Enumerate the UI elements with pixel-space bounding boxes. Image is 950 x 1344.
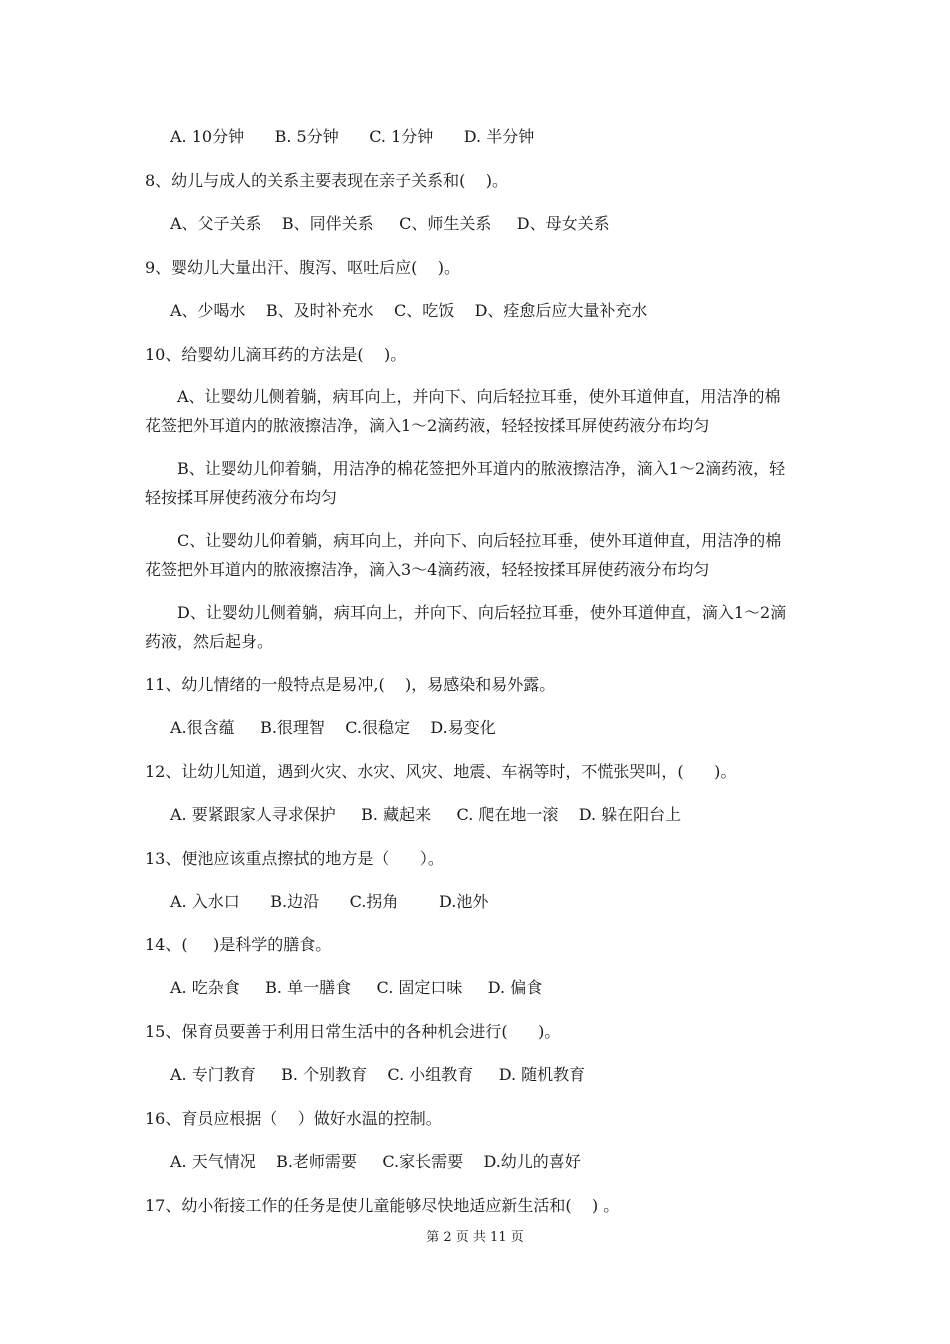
q13-options: A. 入水口 B.边沿 C.拐角 D.池外 bbox=[170, 892, 489, 911]
q15-stem: 15、保育员要善于利用日常生活中的各种机会进行( )。 bbox=[145, 1022, 561, 1041]
q9-options: A、少喝水 B、及时补充水 C、吃饭 D、痊愈后应大量补充水 bbox=[170, 301, 648, 320]
q10-option-c bbox=[145, 531, 810, 589]
q14-stem: 14、( )是科学的膳食。 bbox=[145, 935, 332, 954]
q10-option-d-line1: D、让婴幼儿侧着躺，病耳向上，并向下、向后轻拉耳垂，使外耳道伸直，滴入1～2滴 bbox=[177, 603, 787, 622]
q16-stem: 16、育员应根据（ ）做好水温的控制。 bbox=[145, 1109, 442, 1128]
q10-stem: 10、给婴幼儿滴耳药的方法是( )。 bbox=[145, 345, 407, 364]
q15-options: A. 专门教育 B. 个别教育 C. 小组教育 D. 随机教育 bbox=[170, 1065, 586, 1084]
q10-option-d-line2: 药液，然后起身。 bbox=[145, 632, 274, 651]
q10-option-c-line2: 花签把外耳道内的脓液擦洁净，滴入3～4滴药液，轻轻按揉耳屏使药液分布均匀 bbox=[145, 560, 710, 579]
q10-option-d bbox=[145, 603, 810, 661]
q12-options: A. 要紧跟家人寻求保护 B. 藏起来 C. 爬在地一滚 D. 躲在阳台上 bbox=[170, 805, 682, 824]
q7-options: A. 10分钟 B. 5分钟 C. 1分钟 D. 半分钟 bbox=[170, 127, 535, 146]
page-footer: 第 2 页 共 11 页 bbox=[426, 1230, 524, 1245]
q10-option-c-line1: C、让婴幼儿仰着躺，病耳向上，并向下、向后轻拉耳垂，使外耳道伸直，用洁净的棉 bbox=[177, 531, 782, 550]
q14-options: A. 吃杂食 B. 单一膳食 C. 固定口味 D. 偏食 bbox=[170, 978, 543, 997]
q10-option-a bbox=[145, 387, 810, 445]
q10-option-b bbox=[145, 459, 810, 517]
q11-stem: 11、幼儿情绪的一般特点是易冲,( )，易感染和易外露。 bbox=[145, 675, 556, 694]
q10-option-a-line1: A、让婴幼儿侧着躺，病耳向上，并向下、向后轻拉耳垂，使外耳道伸直，用洁净的棉 bbox=[177, 387, 781, 406]
q8-stem: 8、幼儿与成人的关系主要表现在亲子关系和( )。 bbox=[145, 171, 509, 190]
q8-options: A、父子关系 B、同伴关系 C、师生关系 D、母女关系 bbox=[170, 214, 610, 233]
q12-stem: 12、让幼儿知道，遇到火灾、水灾、风灾、地震、车祸等时，不慌张哭叫，( )。 bbox=[145, 762, 737, 781]
q10-option-b-line2: 轻按揉耳屏使药液分布均匀 bbox=[145, 488, 338, 507]
q13-stem: 13、便池应该重点擦拭的地方是（ ）。 bbox=[145, 849, 444, 868]
q9-stem: 9、婴幼儿大量出汗、腹泻、呕吐后应( )。 bbox=[145, 258, 461, 277]
q10-option-b-line1: B、让婴幼儿仰着躺，用洁净的棉花签把外耳道内的脓液擦洁净，滴入1～2滴药液，轻 bbox=[177, 459, 786, 478]
q11-options: A.很含蕴 B.很理智 C.很稳定 D.易变化 bbox=[170, 718, 496, 737]
q16-options: A. 天气情况 B.老师需要 C.家长需要 D.幼儿的喜好 bbox=[170, 1152, 581, 1171]
q17-stem: 17、幼小衔接工作的任务是使儿童能够尽快地适应新生活和( ) 。 bbox=[145, 1196, 620, 1215]
q10-option-a-line2: 花签把外耳道内的脓液擦洁净，滴入1～2滴药液，轻轻按揉耳屏使药液分布均匀 bbox=[145, 416, 710, 435]
